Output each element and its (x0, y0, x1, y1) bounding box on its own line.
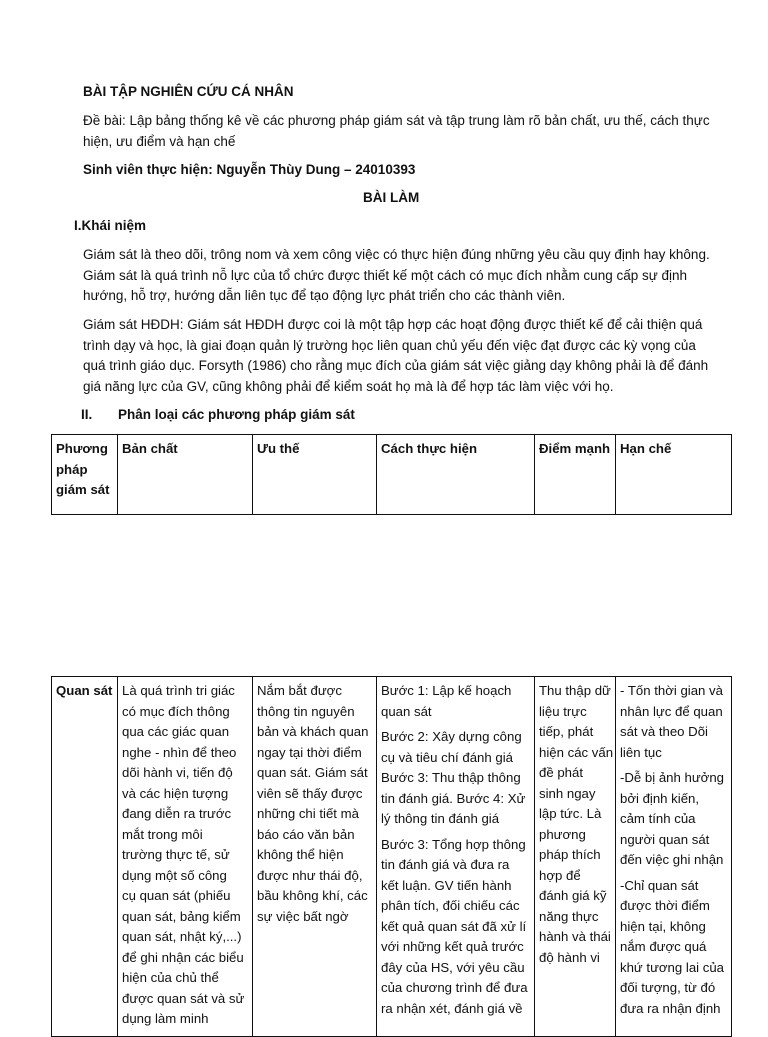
cell-line: được quan sát và sử (122, 990, 245, 1006)
cell-line: -Chỉ quan sát (620, 877, 699, 893)
methods-table-header (51, 434, 732, 515)
cell-line: sự việc bất ngờ (257, 908, 349, 924)
cell-line: hành và thái (539, 929, 611, 944)
document-title: BÀI TẬP NGHIÊN CỨU CÁ NHÂN (83, 84, 294, 99)
header-line: Hạn chế (620, 441, 672, 456)
cell-line: lý thông tin đánh giá (381, 811, 500, 826)
cell-line: hiện của chủ thể (122, 970, 219, 985)
cell-line: đánh giá kỹ (539, 888, 607, 903)
cell-line: lập tức. Là (539, 806, 602, 821)
cell-line: quan sát, nhật ký,...) (122, 929, 242, 944)
cell-line: -Dễ bị ảnh hưởng (620, 770, 724, 785)
cell-line: tin đánh giá. Bước 4: Xử (381, 790, 526, 806)
cell-line: đối tượng, từ đó (620, 980, 716, 995)
student-info: Sinh viên thực hiện: Nguyễn Thùy Dung – 24010393 (83, 162, 416, 177)
advantage-cell (253, 677, 377, 1037)
header-line: Phương (56, 441, 108, 456)
cell-line: kết quả quan sát đã xử lí (381, 918, 527, 934)
header-strength (535, 435, 616, 515)
cell-line: phân tích, đối chiếu các (381, 898, 520, 913)
cell-line: trường thực tế, sử (122, 847, 230, 862)
cell-line: hiện các vấn (539, 744, 614, 760)
cell-line: qua các giác quan (122, 724, 230, 739)
cell-line: phương (539, 826, 586, 842)
cell-line: sát và theo Dõi (620, 724, 708, 739)
cell-line: với những kết quả trước (381, 939, 524, 954)
methods-table-body (51, 676, 732, 1037)
cell-line: dụng một số công (122, 867, 227, 883)
cell-line: đang diễn ra trước (122, 806, 232, 821)
cell-line: và các hiện tượng (122, 785, 229, 801)
paragraph-line: Giám sát là theo dõi, trông nom và xem công việc có thực hiện đúng những yêu cầu quy định hay không. (83, 247, 710, 262)
header-limitation (616, 435, 732, 515)
paragraph-line: hướng, hỗ trợ, hướng dẫn liên tục để tạo động lực phát triển cho các thành viên. (83, 288, 566, 303)
cell-line: năng thực (539, 908, 599, 924)
cell-line: nhân lực để quan (620, 703, 723, 719)
cell-line: Nắm bắt được (257, 683, 342, 698)
cell-line: bản và khách quan (257, 724, 369, 739)
cell-line: không thể hiện (257, 847, 344, 862)
cell-line: ra nhận xét, đánh giá về (381, 1000, 523, 1016)
cell-line: đây của HS, với yêu cầu (381, 959, 525, 975)
cell-line: Bước 3: Thu thập thông (381, 770, 521, 785)
cell-line: quan sát. Giám sát (257, 765, 368, 780)
strength-cell (535, 677, 616, 1037)
section1-title: I.Khái niệm (74, 218, 147, 233)
cell-line: cảm tính của (620, 811, 696, 826)
cell-line: hợp để (539, 867, 581, 883)
assignment-text (83, 111, 723, 152)
header-line: Điểm mạnh (539, 441, 611, 456)
header-line: Bản chất (122, 441, 178, 456)
cell-line: quan sát (381, 703, 432, 719)
cell-line: liệu trực (539, 703, 587, 719)
cell-line: sinh ngay (539, 785, 596, 801)
nature-cell (118, 677, 253, 1037)
paragraph-line: trình dạy và học, là giai đoạn quản lý trường học liên quan chủ yếu đến việc đạt được các kỳ vọng của (83, 337, 696, 353)
cell-line: mắt trong môi (122, 826, 203, 842)
cell-line: ngay tại thời điểm (257, 744, 362, 760)
cell-line: nắm được quá (620, 939, 707, 954)
cell-line: đưa ra nhận định (620, 1000, 721, 1016)
cell-line: độ hành vi (539, 949, 600, 965)
cell-line: tin đánh giá và đưa ra (381, 857, 510, 872)
header-method (52, 435, 118, 515)
cell-line: cụ và tiêu chí đánh giá (381, 749, 513, 765)
header-line: giám sát (56, 482, 110, 497)
cell-line: pháp thích (539, 847, 601, 862)
cell-line: khứ tương lai của (620, 959, 725, 975)
cell-line: hiện tại, không (620, 918, 706, 934)
cell-line: cụ quan sát (phiếu (122, 888, 231, 903)
header-line: Cách thực hiện (381, 441, 478, 456)
cell-line: quan sát, bảng kiểm (122, 908, 241, 924)
section1-paragraph-1 (83, 245, 723, 307)
section1-paragraph-2 (83, 315, 723, 397)
cell-line: đến việc ghi nhận (620, 852, 724, 867)
cell-line: báo cáo văn bản (257, 826, 355, 842)
header-line: pháp (56, 461, 88, 477)
cell-line: được thời điểm (620, 898, 710, 913)
paragraph-line: Giám sát HĐDH: Giám sát HĐDH được coi là một tập hợp các hoạt động được thiết kế để cải thiện quá (83, 317, 703, 332)
assignment-line: Đề bài: Lập bảng thống kê về các phương pháp giám sát và tập trung làm rõ bản chất, ưu thế, cách thực (83, 113, 710, 128)
cell-line: thông tin nguyên (257, 703, 355, 719)
cell-line: - Tốn thời gian và (620, 683, 723, 698)
procedure-cell (377, 677, 535, 1037)
cell-line: Thu thập dữ (539, 683, 611, 698)
paragraph-line: Giám sát là quá trình nỗ lực của tổ chức được thiết kế một cách có mục đích nhằm cung cấp sự định (83, 267, 688, 283)
cell-line: đề phát (539, 765, 583, 780)
cell-line: tiếp, phát (539, 724, 594, 739)
cell-line: của chương trình để đưa (381, 980, 528, 995)
cell-line: để ghi nhận các biểu (122, 949, 244, 965)
header-nature (118, 435, 253, 515)
section2-number: II. (81, 407, 93, 422)
paragraph-line: quá trình giáo dục. Forsyth (1986) cho rằng mục đích của giám sát việc giảng dạy không phải là để đánh (83, 358, 709, 373)
limitation-cell (616, 677, 732, 1037)
cell-line: những chi tiết mà (257, 806, 359, 821)
cell-line: bầu không khí, các (257, 888, 368, 903)
cell-line: nghe - nhìn để theo (122, 744, 237, 760)
assignment-line: hiện, ưu điểm và hạn chế (83, 133, 236, 149)
cell-line: Bước 1: Lập kế hoạch (381, 683, 512, 698)
cell-line: Là quá trình tri giác (122, 683, 235, 698)
paragraph-line: giá năng lực của GV, cũng không phải để kiểm soát họ mà là để hợp tác làm việc với họ. (83, 378, 614, 394)
cell-line: Bước 3: Tổng hợp thông (381, 836, 526, 852)
cell-line: có mục đích thông (122, 703, 230, 719)
cell-line: dõi hành vi, tiến độ (122, 765, 233, 780)
cell-line: được như thái độ, (257, 867, 363, 883)
work-heading: BÀI LÀM (363, 190, 420, 205)
header-line: Ưu thế (257, 441, 300, 456)
header-advantage (253, 435, 377, 515)
section2-title: Phân loại các phương pháp giám sát (118, 407, 355, 422)
cell-line: kết luận. GV tiến hành (381, 877, 512, 893)
cell-line: Bước 2: Xây dựng công (381, 729, 522, 744)
header-procedure (377, 435, 535, 515)
cell-line: viên sẽ thấy được (257, 785, 363, 801)
cell-line: người quan sát (620, 831, 710, 847)
method-cell (52, 677, 118, 1037)
cell-line: dụng làm minh (122, 1011, 209, 1026)
method-name: Quan sát (56, 683, 113, 698)
cell-line: bởi định kiến, (620, 790, 700, 806)
cell-line: liên tục (620, 744, 662, 760)
